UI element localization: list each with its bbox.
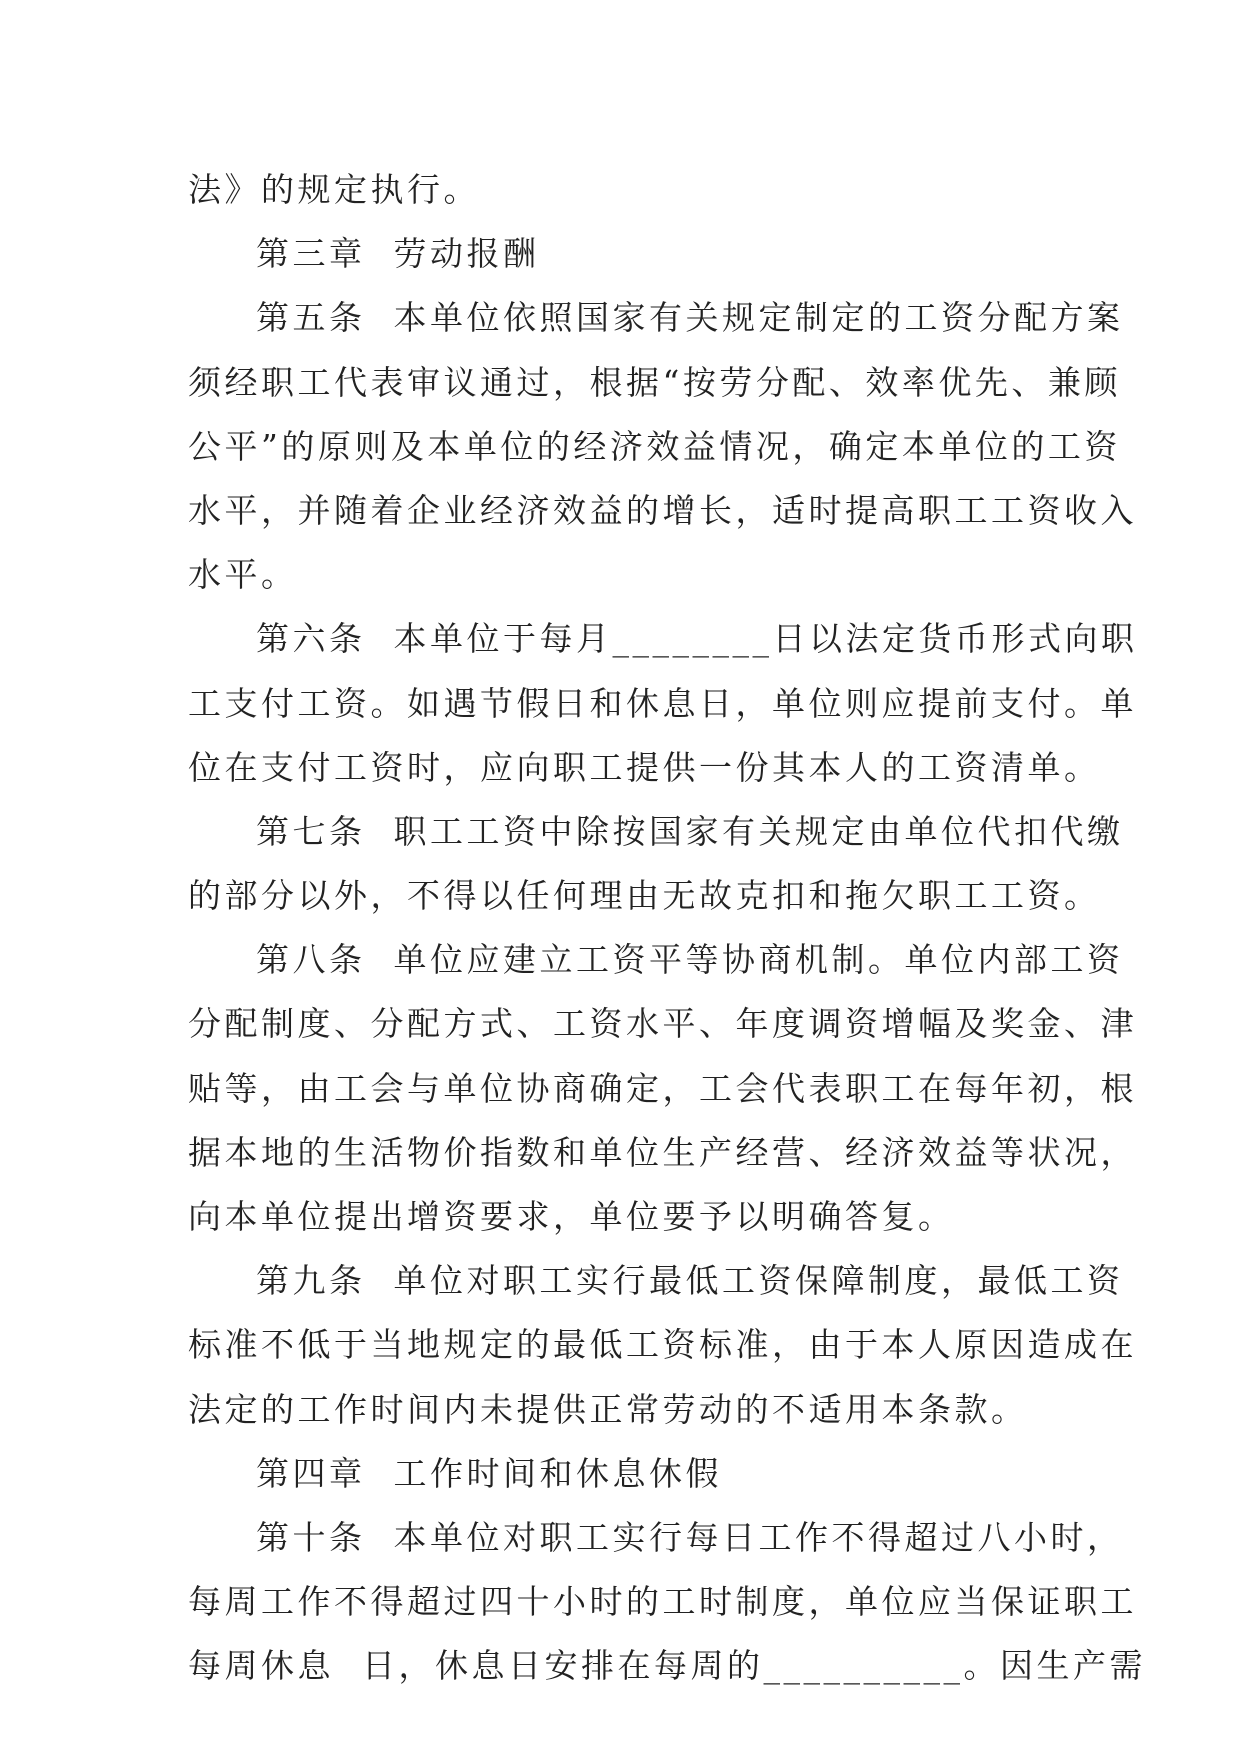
text-line: 贴等，由工会与单位协商确定，工会代表职工在每年初，根	[188, 1068, 1137, 1108]
text-line: 标准不低于当地规定的最低工资标准，由于本人原因造成在	[188, 1325, 1137, 1365]
article-line: 第九条 单位对职工实行最低工资保障制度，最低工资	[256, 1261, 1124, 1301]
article-line: 第五条 本单位依照国家有关规定制定的工资分配方案	[256, 298, 1124, 338]
article-line: 第十条 本单位对职工实行每日工作不得超过八小时，	[256, 1517, 1124, 1557]
text-line: 工支付工资。如遇节假日和休息日，单位则应提前支付。单	[188, 683, 1137, 723]
text-line: 须经职工代表审议通过，根据“按劳分配、效率优先、兼顾	[188, 362, 1121, 402]
text-line: 每周工作不得超过四十小时的工时制度，单位应当保证职工	[188, 1582, 1137, 1622]
text-line: 据本地的生活物价指数和单位生产经营、经济效益等状况，	[188, 1132, 1137, 1172]
article-line: 第八条 单位应建立工资平等协商机制。单位内部工资	[256, 940, 1124, 980]
chapter-heading: 第四章 工作时间和休息休假	[256, 1453, 722, 1493]
chapter-heading: 第三章 劳动报酬	[256, 234, 540, 274]
text-line: 分配制度、分配方式、工资水平、年度调资增幅及奖金、津	[188, 1004, 1137, 1044]
text-line: 法定的工作时间内未提供正常劳动的不适用本条款。	[188, 1389, 1028, 1429]
text-line: 法》的规定执行。	[188, 170, 480, 209]
text-line: 每周休息 日，休息日安排在每周的__________。因生产需	[188, 1646, 1146, 1686]
text-line: 水平。	[188, 555, 298, 595]
document-page	[188, 158, 1146, 1699]
article-line: 第六条 本单位于每月________日以法定货币形式向职	[256, 619, 1138, 659]
text-line: 向本单位提出增资要求，单位要予以明确答复。	[188, 1197, 955, 1236]
text-line: 公平”的原则及本单位的经济效益情况，确定本单位的工资	[188, 426, 1121, 466]
text-line: 的部分以外，不得以任何理由无故克扣和拖欠职工工资。	[188, 876, 1101, 916]
text-line: 位在支付工资时，应向职工提供一份其本人的工资清单。	[188, 747, 1101, 787]
text-line: 水平，并随着企业经济效益的增长，适时提高职工工资收入	[188, 490, 1137, 530]
article-line: 第七条 职工工资中除按国家有关规定由单位代扣代缴	[256, 811, 1124, 851]
